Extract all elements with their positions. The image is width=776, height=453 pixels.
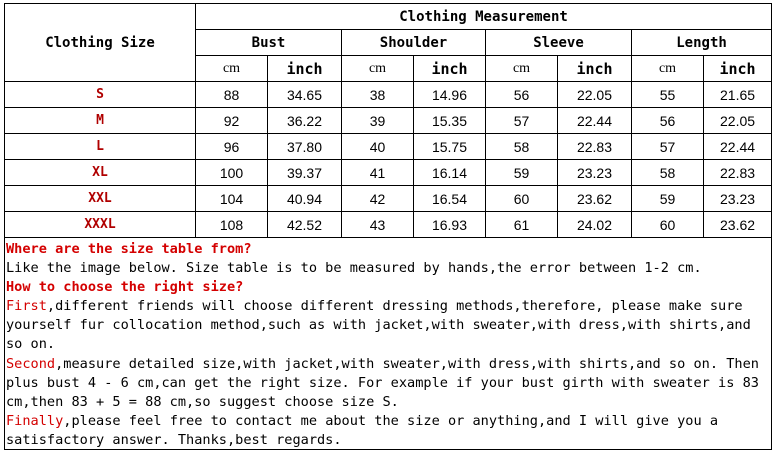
size-label: L [5,134,196,160]
inch-value: 39.37 [268,160,342,186]
cm-value: 60 [632,212,704,238]
cm-value: 96 [196,134,268,160]
cm-value: 88 [196,82,268,108]
inch-value: 15.35 [414,108,486,134]
cm-value: 38 [342,82,414,108]
inch-value: 23.62 [704,212,772,238]
inch-value: 16.54 [414,186,486,212]
cm-value: 57 [486,108,558,134]
cm-value: 40 [342,134,414,160]
cm-value: 56 [486,82,558,108]
inch-value: 42.52 [268,212,342,238]
inch-value: 23.62 [558,186,632,212]
inch-value: 14.96 [414,82,486,108]
size-rows [5,82,772,238]
size-label: S [5,82,196,108]
inch-value: 22.44 [558,108,632,134]
inch-value: 24.02 [558,212,632,238]
inch-value: 22.83 [558,134,632,160]
cm-value: 58 [632,160,704,186]
cm-value: 58 [486,134,558,160]
size-label: M [5,108,196,134]
cm-value: 59 [632,186,704,212]
table-row [5,160,772,186]
tip-first-lead: First [6,298,47,315]
unit-cm: cm [196,56,268,82]
cm-value: 61 [486,212,558,238]
unit-inch: inch [558,56,632,82]
table-row [5,108,772,134]
unit-cm: cm [486,56,558,82]
size-label: XL [5,160,196,186]
inch-value: 37.80 [268,134,342,160]
sleeve-header: Sleeve [486,30,632,56]
clothing-size-header: Clothing Size [5,4,196,82]
size-label: XXL [5,186,196,212]
inch-value: 22.05 [558,82,632,108]
answer-size-source: Like the image below. Size table is to be measured by hands,the error between 1-2 cm. [6,260,702,277]
tip-finally-lead: Finally [6,412,64,429]
cm-value: 60 [486,186,558,212]
tip-finally-text: ,please feel free to contact me about the size or anything,and I will give you a satisfactory answer. Thanks,best regards. [6,412,719,448]
inch-value: 36.22 [268,108,342,134]
cm-value: 56 [632,108,704,134]
unit-inch: inch [414,56,486,82]
length-header: Length [632,30,772,56]
size-label: XXXL [5,212,196,238]
cm-value: 104 [196,186,268,212]
question-size-source: Where are the size table from? [6,241,252,257]
table-row [5,82,772,108]
inch-value: 40.94 [268,186,342,212]
unit-cm: cm [632,56,704,82]
size-chart [4,3,772,450]
shoulder-header: Shoulder [342,30,486,56]
tip-second [6,355,768,412]
bust-header: Bust [196,30,342,56]
tip-second-lead: Second [6,355,56,372]
tip-second-text: ,measure detailed size,with jacket,with sweater,with dress,with shirts,and so on. Then plus bust 4 - 6 cm,can get the right size. For example if your bust girth with sweater is 83 cm,then 83 + 5 = 88 cm,so suggest choose size S. [6,355,759,410]
unit-inch: inch [704,56,772,82]
inch-value: 15.75 [414,134,486,160]
inch-value: 22.83 [704,160,772,186]
inch-value: 23.23 [558,160,632,186]
cm-value: 108 [196,212,268,238]
inch-value: 16.93 [414,212,486,238]
cm-value: 100 [196,160,268,186]
tip-first-text: ,different friends will choose different dressing methods,therefore, please make sure yourself fur collocation method,such as with jacket,with sweater,with dress,with shirts,and so on. [6,298,751,353]
inch-value: 34.65 [268,82,342,108]
inch-value: 21.65 [704,82,772,108]
cm-value: 59 [486,160,558,186]
size-table [4,3,772,238]
tip-finally [6,412,768,450]
inch-value: 23.23 [704,186,772,212]
cm-value: 42 [342,186,414,212]
cm-value: 41 [342,160,414,186]
clothing-measurement-header: Clothing Measurement [196,4,772,30]
cm-value: 43 [342,212,414,238]
question-choose-size: How to choose the right size? [6,279,244,296]
tip-first [6,297,768,354]
cm-value: 57 [632,134,704,160]
table-row [5,134,772,160]
cm-value: 39 [342,108,414,134]
size-notes [6,240,768,450]
table-row [5,186,772,212]
inch-value: 22.44 [704,134,772,160]
table-row [5,212,772,238]
cm-value: 92 [196,108,268,134]
cm-value: 55 [632,82,704,108]
unit-cm: cm [342,56,414,82]
unit-inch: inch [268,56,342,82]
inch-value: 16.14 [414,160,486,186]
inch-value: 22.05 [704,108,772,134]
